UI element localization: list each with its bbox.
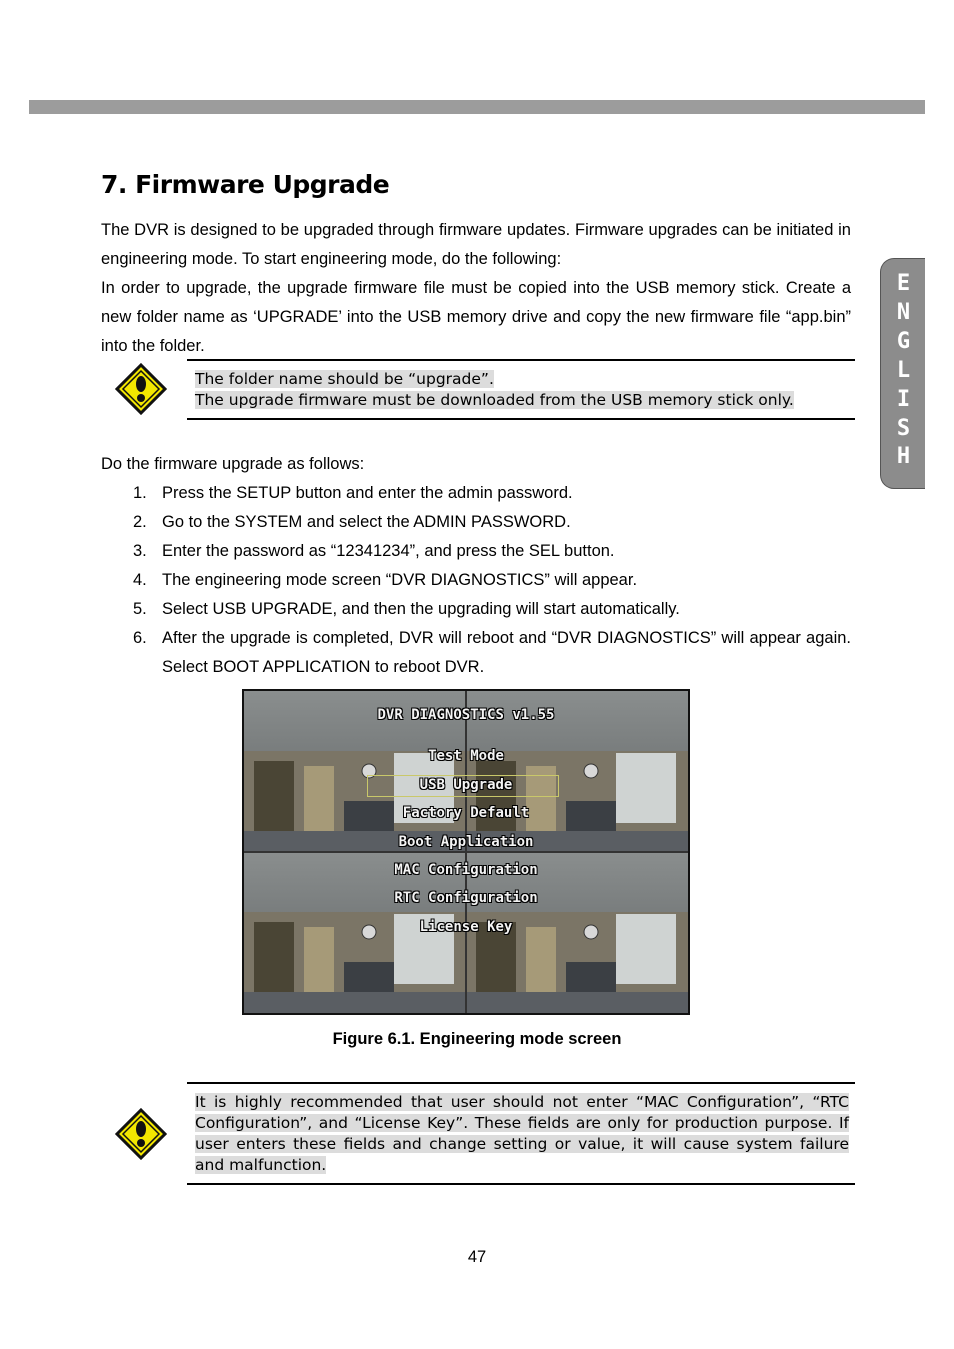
steps-list	[101, 479, 851, 682]
tab-letter: S	[896, 416, 911, 441]
section-heading: 7. Firmware Upgrade	[101, 170, 390, 199]
list-item	[101, 479, 851, 508]
step-text: Enter the password as “12341234”, and press the SEL button.	[162, 542, 615, 560]
tab-letter: L	[896, 358, 911, 383]
step-text: Press the SETUP button and enter the admin password.	[162, 484, 573, 502]
menu-item-usb-upgrade: USB Upgrade	[419, 777, 513, 793]
header-bar	[29, 100, 925, 114]
list-item	[101, 595, 851, 624]
list-item	[101, 566, 851, 595]
step-number: 4.	[133, 571, 147, 589]
tab-letter: I	[896, 387, 911, 412]
list-item	[101, 624, 851, 682]
page-number: 47	[467, 1248, 487, 1266]
tab-letter: E	[896, 271, 911, 296]
list-item	[101, 508, 851, 537]
note-line: The upgrade firmware must be downloaded from the USB memory stick only.	[195, 391, 794, 409]
tab-letter: H	[896, 444, 911, 469]
menu-item-factory-default: Factory Default	[402, 805, 530, 821]
list-item	[101, 537, 851, 566]
warning-text: It is highly recommended that user should not enter “MAC Configuration”, “RTC Configuration”, and “License Key”. These fields are only for production purpose. If user enters these fields and change setting or value, it will cause system failure and malfunction.	[195, 1093, 849, 1174]
menu-item-mac-configuration: MAC Configuration	[394, 862, 538, 878]
figure-caption: Figure 6.1. Engineering mode screen	[332, 1030, 622, 1048]
warning-icon	[115, 363, 167, 415]
step-number: 1.	[133, 484, 147, 502]
note-box-2	[187, 1082, 855, 1185]
menu-item-rtc-configuration: RTC Configuration	[394, 890, 538, 906]
step-text: The engineering mode screen “DVR DIAGNOSTICS” will appear.	[162, 571, 638, 589]
screen-title: DVR DIAGNOSTICS v1.55	[377, 707, 555, 723]
tab-letter: N	[896, 300, 911, 325]
menu-item-test-mode: Test Mode	[428, 748, 504, 764]
step-text: After the upgrade is completed, DVR will reboot and “DVR DIAGNOSTICS” will appear again. Select BOOT APPLICATION to reboot DVR.	[162, 629, 851, 676]
menu-item-boot-application: Boot Application	[398, 834, 534, 850]
warning-icon	[115, 1108, 167, 1160]
step-number: 3.	[133, 542, 147, 560]
intro-paragraph-1: The DVR is designed to be upgraded through firmware updates. Firmware upgrades can be initiated in engineering mode. To start engineering mode, do the following:	[101, 221, 851, 268]
language-tab	[880, 258, 925, 489]
steps-intro: Do the firmware upgrade as follows:	[101, 455, 365, 473]
step-number: 5.	[133, 600, 147, 618]
engineering-mode-screenshot	[242, 689, 690, 1015]
step-number: 2.	[133, 513, 147, 531]
note-box-1	[187, 359, 855, 420]
menu-item-license-key: License Key	[419, 919, 513, 935]
step-number: 6.	[133, 629, 147, 647]
step-text: Go to the SYSTEM and select the ADMIN PASSWORD.	[162, 513, 571, 531]
tab-letter: G	[896, 329, 911, 354]
step-text: Select USB UPGRADE, and then the upgrading will start automatically.	[162, 600, 680, 618]
intro-paragraph-2: In order to upgrade, the upgrade firmware file must be copied into the USB memory stick. Create a new folder name as ‘UPGRADE’ into the USB memory drive and copy the new firmware file “app.bin” into the folder.	[101, 279, 851, 355]
note-line: The folder name should be “upgrade”.	[195, 370, 494, 388]
camera-quad-background	[244, 691, 688, 1013]
